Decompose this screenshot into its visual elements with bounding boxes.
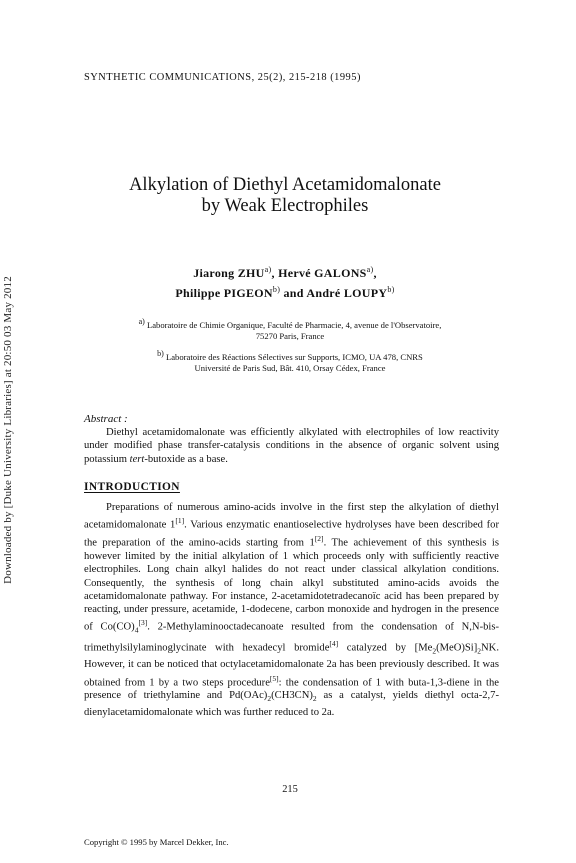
author-galons-affil: a): [366, 265, 374, 274]
ref-3: [3]: [138, 618, 148, 628]
affiliation-a-line-1: Laboratoire de Chimie Organique, Faculté de Pharmacie, 4, avenue de l'Observatoire,: [146, 319, 442, 330]
author-pigeon-affil: b): [272, 284, 281, 294]
abstract-italic: tert: [129, 453, 145, 465]
author-galons: Hervé GALONS: [278, 266, 367, 280]
author-loupy-affil: b): [387, 284, 395, 294]
ref-2: [2]: [314, 534, 324, 544]
affiliation-b-line-1: Laboratoire des Réactions Sélectives sur Supports, ICMO, UA 478, CNRS: [165, 351, 423, 362]
author-loupy: André LOUPY: [306, 285, 388, 300]
title-line-2: by Weak Electrophiles: [201, 196, 369, 216]
introduction-text: Preparations of numerous amino-acids involve in the first step the alkylation of diethyl acetamidomalonate 1[1]. Various enzymatic enantioselective hydrolyses have been described for the preparation of the amino-acids starting from 1[2]. The achievement of this synthesis is however limited by the initial alkylation of 1 which proceeds only with sufficiently reactive electrophiles. Long chain alkyl halides do not react under classical alkylation conditions. Consequently, the synthesis of long chain alkyl substituted amino-acids avoids the acetamidomalonate pathway. For instance, 2-acetamidotetradecanoïc acid has been prepared by reacting, under pressure, acetamide, 1-dodecene, carbon monoxide and hydrogen in the presence of $Co(CO)_4[3]$. 2-Methylaminooctadecanoate resulted from the condensation of N,N-bis-trimethylsilylaminoglycinate with hexadecyl bromide[4] catalyzed by $[Me_2(MeO)Si]_2NK$. However, it can be noticed that octylacetamidomalonate 2a has been previously described. It was obtained from 1 by a two steps procedure[5]: the condensation of 1 with buta-1,3-diene in the presence of triethylamine and $Pd(OAc)_2(CH3CN)_2$ as a catalyst, yields diethyl octa-2,7-dienylacetamidomalonate which was further reduced to 2a.: [84, 502, 500, 718]
author-zhu: Jiarong ZHU: [193, 266, 265, 280]
page-number: 215: [282, 784, 298, 795]
ref-4: [4]: [329, 639, 339, 649]
author-zhu-affil: a): [264, 265, 272, 274]
author-list: [80, 262, 490, 301]
journal-citation: SYNTHETIC COMMUNICATIONS, 25(2), 215-218 (1995): [84, 72, 361, 83]
download-watermark: Downloaded by [Duke University Libraries] at 20:50 03 May 2012: [2, 276, 14, 584]
authors-line-2: [80, 282, 490, 302]
introduction-heading: INTRODUCTION: [84, 481, 180, 493]
affiliation-a-line-2: 75270 Paris, France: [255, 331, 325, 342]
author-pigeon: Philippe PIGEON: [175, 285, 273, 300]
abstract-text: Diethyl acetamidomalonate was efficiently alkylated with electrophiles of low reactivity under modified phase transfer-catalysis conditions in the absence of organic solvent using potassium tert-butoxide as a base.: [84, 427, 499, 465]
title-line-1: Alkylation of Diethyl Acetamidomalonate: [129, 175, 441, 195]
affiliation-b-line-2: Université de Paris Sud, Bât. 410, Orsay Cédex, France: [194, 363, 386, 374]
copyright-notice: Copyright © 1995 by Marcel Dekker, Inc.: [84, 837, 229, 847]
article-title: [80, 175, 490, 217]
abstract-heading: Abstract :: [84, 413, 128, 425]
ref-1: [1]: [175, 516, 185, 526]
author-conjunction: and: [283, 285, 304, 300]
ref-5: [5]: [269, 673, 279, 683]
authors-line-1: Jiarong ZHU$^{a)}$, Hervé GALONS$^{a)}$,: [193, 265, 377, 280]
affiliation-b-mark: b): [157, 349, 164, 358]
affiliation-a: [90, 316, 490, 343]
affiliation-b: [90, 348, 490, 375]
affiliation-a-mark: a): [138, 317, 145, 326]
